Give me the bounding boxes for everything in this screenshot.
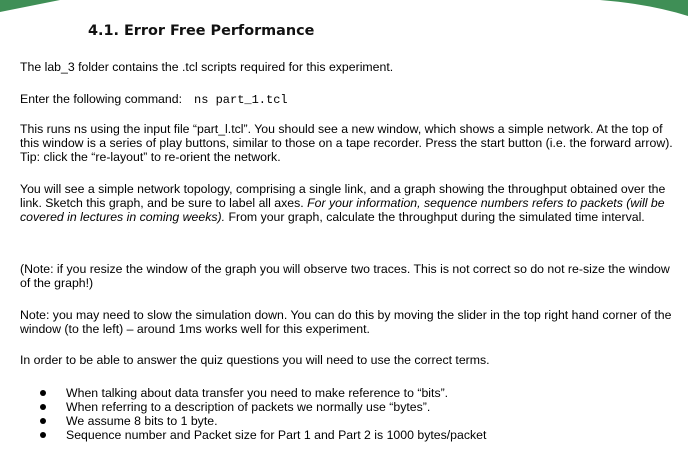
bullet-item: [20, 428, 675, 442]
top-band-left-curve: [0, 0, 60, 12]
top-band-right-curve: [600, 0, 688, 16]
topology-text-end: From your graph, calculate the throughput during the simulated time interval.: [225, 210, 645, 224]
bullet-dot-icon: [40, 432, 46, 438]
paragraph-lab-folder: The lab_3 folder contains the .tcl scripts required for this experiment.: [20, 60, 394, 74]
command-instruction-label: Enter the following command:: [20, 92, 182, 106]
paragraph-resize-note: (Note: if you resize the window of the graph you will observe two traces. This is not correct so do not re-size the window of the graph!): [20, 262, 670, 290]
decorative-top-band: [0, 0, 688, 20]
command-text: ns part_1.tcl: [194, 93, 288, 107]
bullet-text: We assume 8 bits to 1 byte.: [66, 414, 218, 428]
bullet-item: [20, 386, 675, 400]
bullet-dot-icon: [40, 418, 46, 424]
bullet-text: Sequence number and Packet size for Part 1 and Part 2 is 1000 bytes/packet: [66, 428, 487, 442]
paragraph-quiz-terms: In order to be able to answer the quiz questions you will need to use the correct terms.: [20, 353, 490, 367]
bullet-item: [20, 400, 675, 414]
paragraph-network-topology: [20, 182, 675, 224]
paragraph-enter-command: [20, 92, 675, 107]
bullet-dot-icon: [40, 390, 46, 396]
bullet-item: [20, 414, 675, 428]
bullet-text: When referring to a description of packets we normally use “bytes”.: [66, 400, 431, 414]
topology-text-start: You will see a simple network topology, comprising a single link, and a graph showing the throughput obtained over the link. Sketch this graph, and be sure to label all axes.: [20, 182, 666, 210]
topology-italic-note: For your information, sequence numbers refers to packets (will be covered in lectures in coming weeks).: [20, 196, 665, 224]
paragraph-slider-note: Note: you may need to slow the simulation down. You can do this by moving the slider in the top right hand corner of the window (to the left) – around 1ms works well for this experiment.: [20, 308, 672, 336]
paragraph-runs-ns: This runs ns using the input file “part_l.tcl”. You should see a new window, which shows a simple network. At the top of this window is a series of play buttons, similar to those on a tape recorder. Press the start button (i.e. the forward arrow). Tip: click the “re-layout” to re-orient the network.: [20, 122, 673, 164]
bullet-dot-icon: [40, 404, 46, 410]
section-title: 4.1. Error Free Performance: [88, 23, 315, 39]
terms-bullet-list: [20, 386, 675, 442]
bullet-text: When talking about data transfer you need to make reference to “bits”.: [66, 386, 449, 400]
